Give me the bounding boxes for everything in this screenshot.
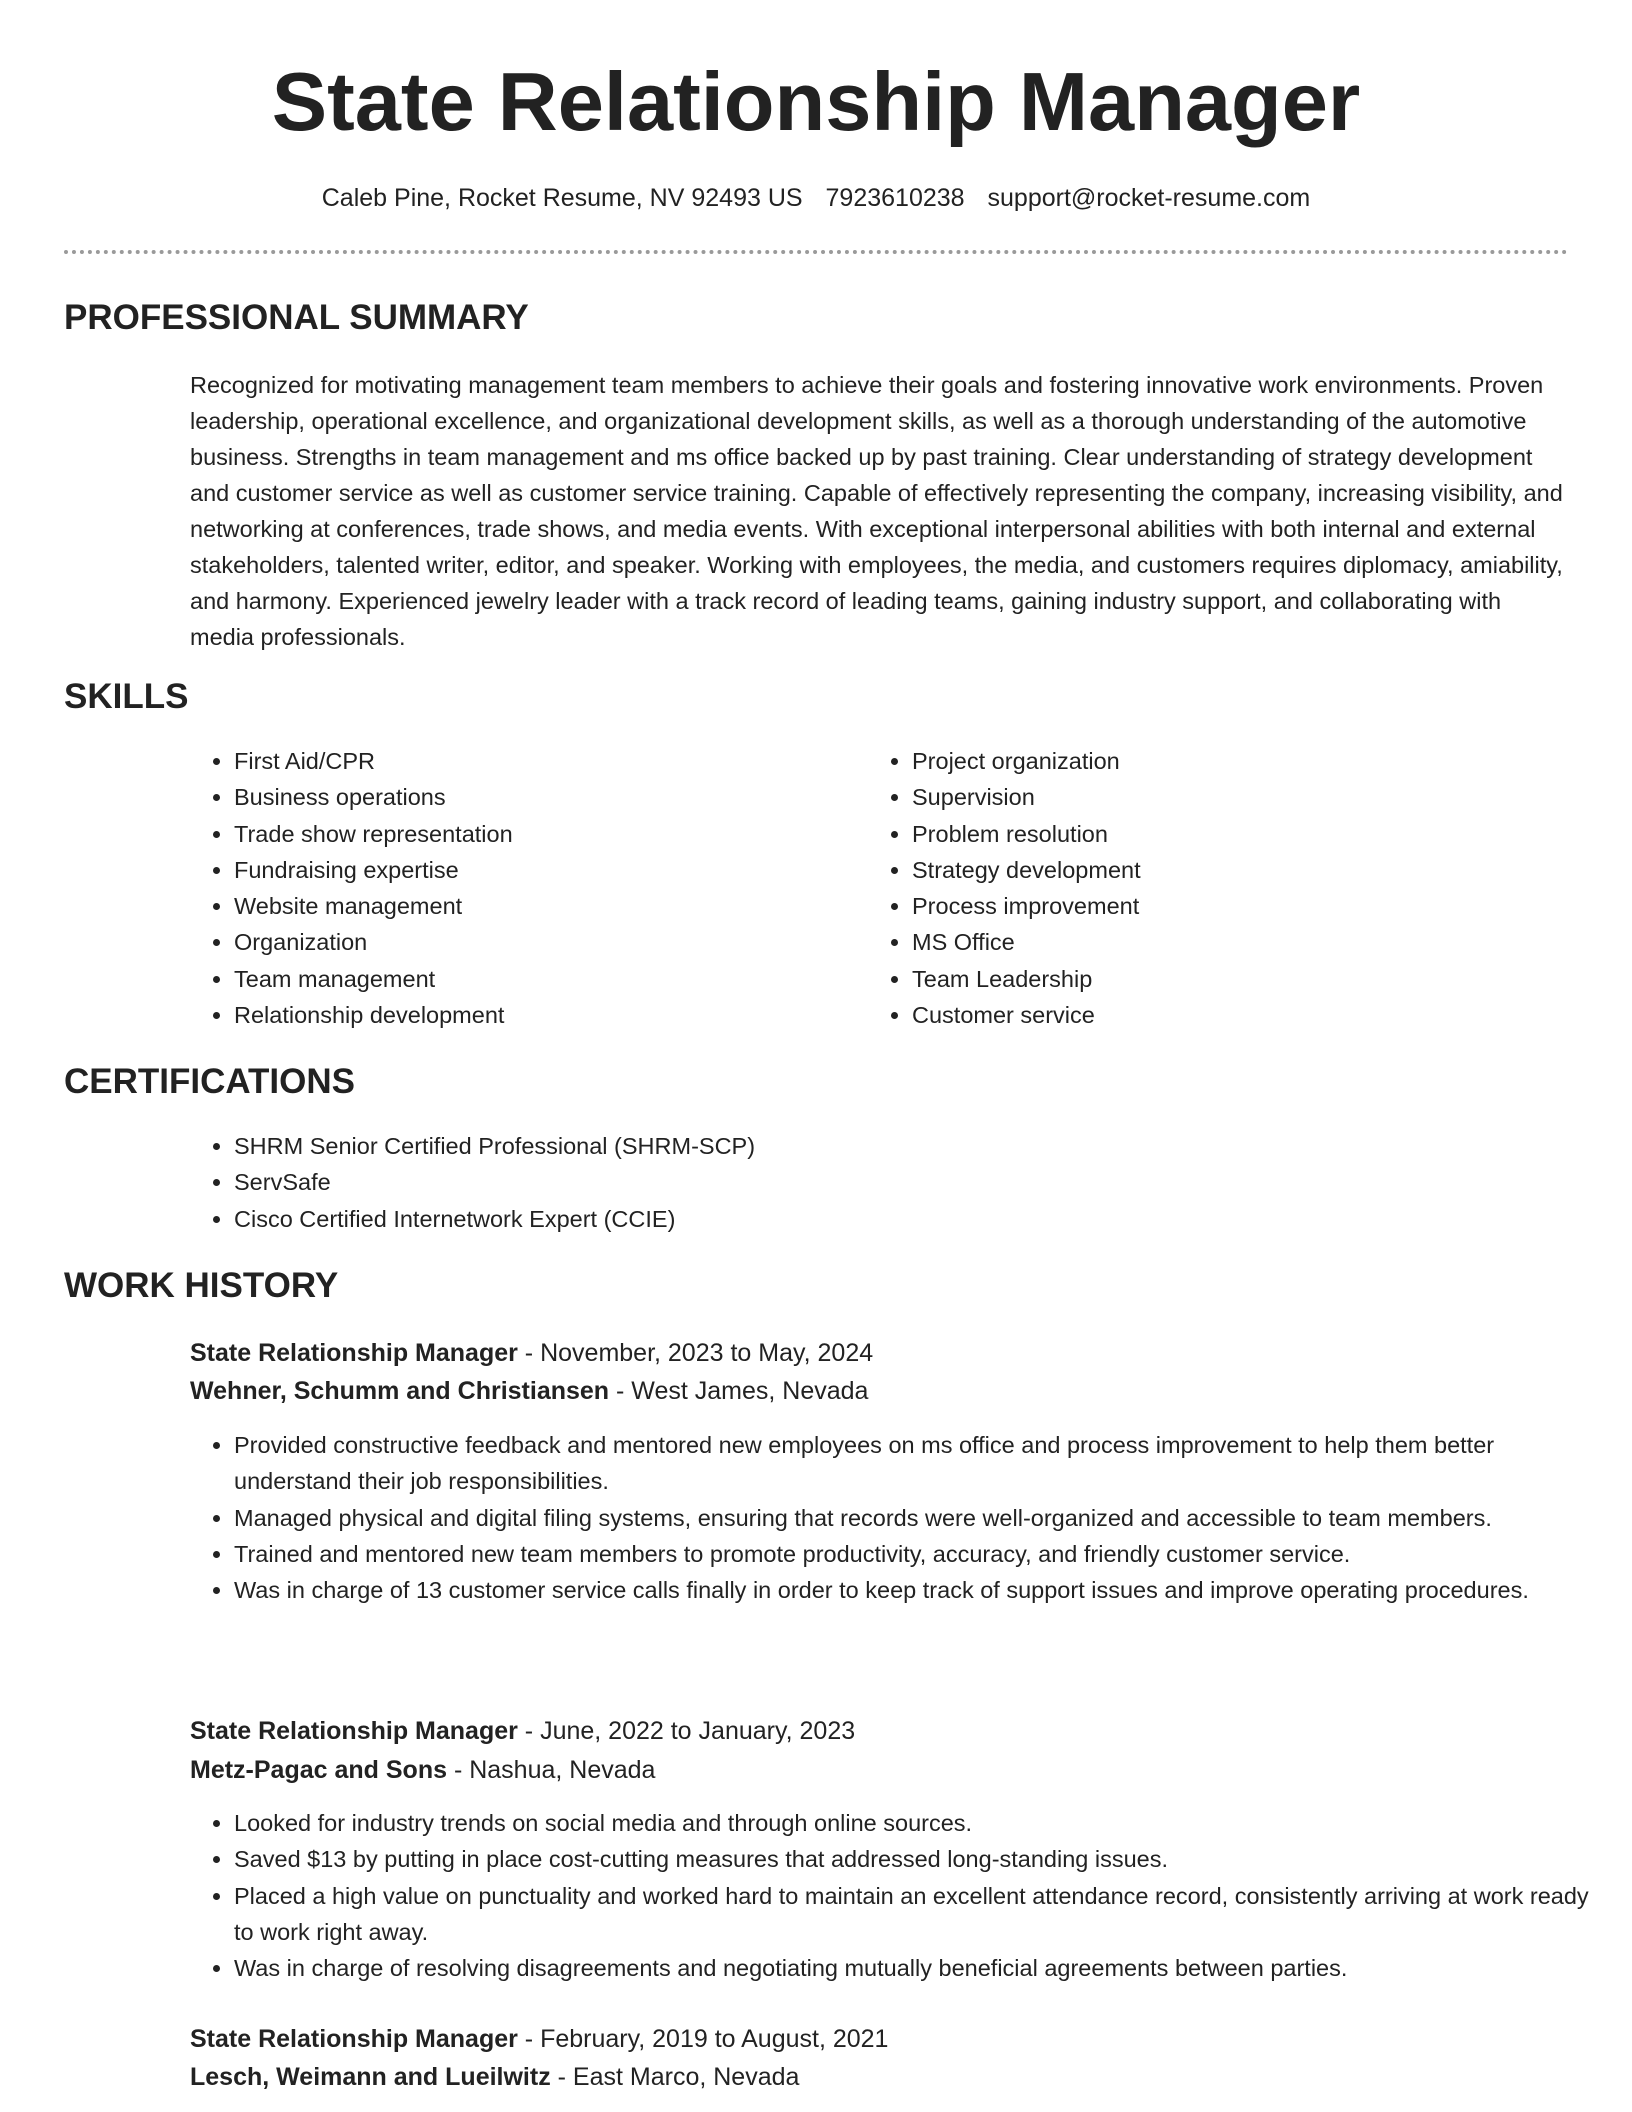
skill-item: • Strategy development [912, 852, 1532, 888]
header-divider [64, 250, 1568, 254]
job-company-line [190, 2058, 799, 2096]
job-bullet: • Trained and mentored new team members to promote productivity, accuracy, and friendly customer service. [234, 1536, 1574, 1572]
skills-heading: SKILLS [64, 677, 189, 716]
job-location: - West James, Nevada [609, 1377, 869, 1405]
skill-item: • Customer service [912, 997, 1532, 1033]
resume-title: State Relationship Manager [271, 55, 1361, 148]
skill-item: • Team Leadership [912, 961, 1532, 997]
job-company-line [190, 1372, 868, 1410]
skills-list-right [868, 743, 1532, 1033]
contact-phone: 7923610238 [825, 184, 965, 212]
job-title: State Relationship Manager [190, 1339, 518, 1367]
job-bullet: • Was in charge of resolving disagreements and negotiating mutually beneficial agreements between parties. [234, 1950, 1594, 1986]
job-bullet: • Provided constructive feedback and mentored new employees on ms office and process improvement to help them better understand their job responsibilities. [234, 1427, 1574, 1500]
job-location: - East Marco, Nevada [550, 2063, 800, 2091]
skill-item: • Business operations [234, 779, 854, 815]
job-title: State Relationship Manager [190, 1717, 518, 1745]
job-title-line [190, 2020, 888, 2058]
skill-item: • Website management [234, 888, 854, 924]
job-dates: - November, 2023 to May, 2024 [517, 1339, 874, 1367]
job-bullet: • Was in charge of 13 customer service calls finally in order to keep track of support issues and improve operating procedures. [234, 1572, 1574, 1608]
job-dates: - February, 2019 to August, 2021 [517, 2025, 889, 2053]
certifications-heading: CERTIFICATIONS [64, 1062, 356, 1101]
job-dates: - June, 2022 to January, 2023 [517, 1717, 856, 1745]
contact-line [0, 180, 1632, 216]
certification-item: • Cisco Certified Internetwork Expert (CCIE) [234, 1201, 1534, 1237]
skill-item: • Relationship development [234, 997, 854, 1033]
job-location: - Nashua, Nevada [447, 1756, 656, 1784]
job-bullets [190, 1805, 1594, 1986]
skill-item: • Project organization [912, 743, 1532, 779]
skill-item: • Organization [234, 924, 854, 960]
job-bullet: • Placed a high value on punctuality and worked hard to maintain an excellent attendance record, consistently arriving at work ready to work right away. [234, 1878, 1594, 1951]
job-company-line [190, 1751, 655, 1789]
certification-item: • ServSafe [234, 1164, 1534, 1200]
job-bullet: • Saved $13 by putting in place cost-cutting measures that addressed long-standing issues. [234, 1841, 1594, 1877]
job-company: Wehner, Schumm and Christiansen [190, 1377, 610, 1405]
certifications-list [190, 1128, 1534, 1237]
skills-list-left [190, 743, 854, 1033]
skill-item: • Trade show representation [234, 816, 854, 852]
skill-item: • Process improvement [912, 888, 1532, 924]
job-bullet: • Managed physical and digital filing systems, ensuring that records were well-organized and accessible to team members. [234, 1500, 1574, 1536]
skill-item: • Supervision [912, 779, 1532, 815]
work-history-heading: WORK HISTORY [64, 1266, 339, 1305]
contact-address: Caleb Pine, Rocket Resume, NV 92493 US [321, 184, 803, 212]
job-company: Lesch, Weimann and Lueilwitz [190, 2063, 551, 2091]
job-bullet: • Looked for industry trends on social media and through online sources. [234, 1805, 1594, 1841]
skill-item: • Problem resolution [912, 816, 1532, 852]
skill-item: • Team management [234, 961, 854, 997]
skill-item: • Fundraising expertise [234, 852, 854, 888]
job-bullets [190, 1427, 1574, 1608]
certification-item: • SHRM Senior Certified Professional (SHRM-SCP) [234, 1128, 1534, 1164]
job-title-line [190, 1712, 855, 1750]
summary-heading: PROFESSIONAL SUMMARY [64, 298, 529, 337]
contact-email[interactable]: support@rocket-resume.com [987, 184, 1311, 212]
skill-item: • First Aid/CPR [234, 743, 854, 779]
job-company: Metz-Pagac and Sons [190, 1756, 447, 1784]
summary-text: Recognized for motivating management team members to achieve their goals and fostering innovative work environments. Proven leadership, operational excellence, and organizational development skills, as well as a thorough understanding of the automotive business. Strengths in team management and ms office backed up by past training. Clear understanding of strategy development and customer service as well as customer service training. Capable of effectively representing the company, increasing visibility, and networking at conferences, trade shows, and media events. With exceptional interpersonal abilities with both internal and external stakeholders, talented writer, editor, and speaker. Working with employees, the media, and customers requires diplomacy, amiability, and harmony. Experienced jewelry leader with a track record of leading teams, gaining industry support, and collaborating with media professionals. [190, 372, 1563, 650]
skill-item: • MS Office [912, 924, 1532, 960]
job-title: State Relationship Manager [190, 2025, 518, 2053]
job-title-line [190, 1334, 873, 1372]
